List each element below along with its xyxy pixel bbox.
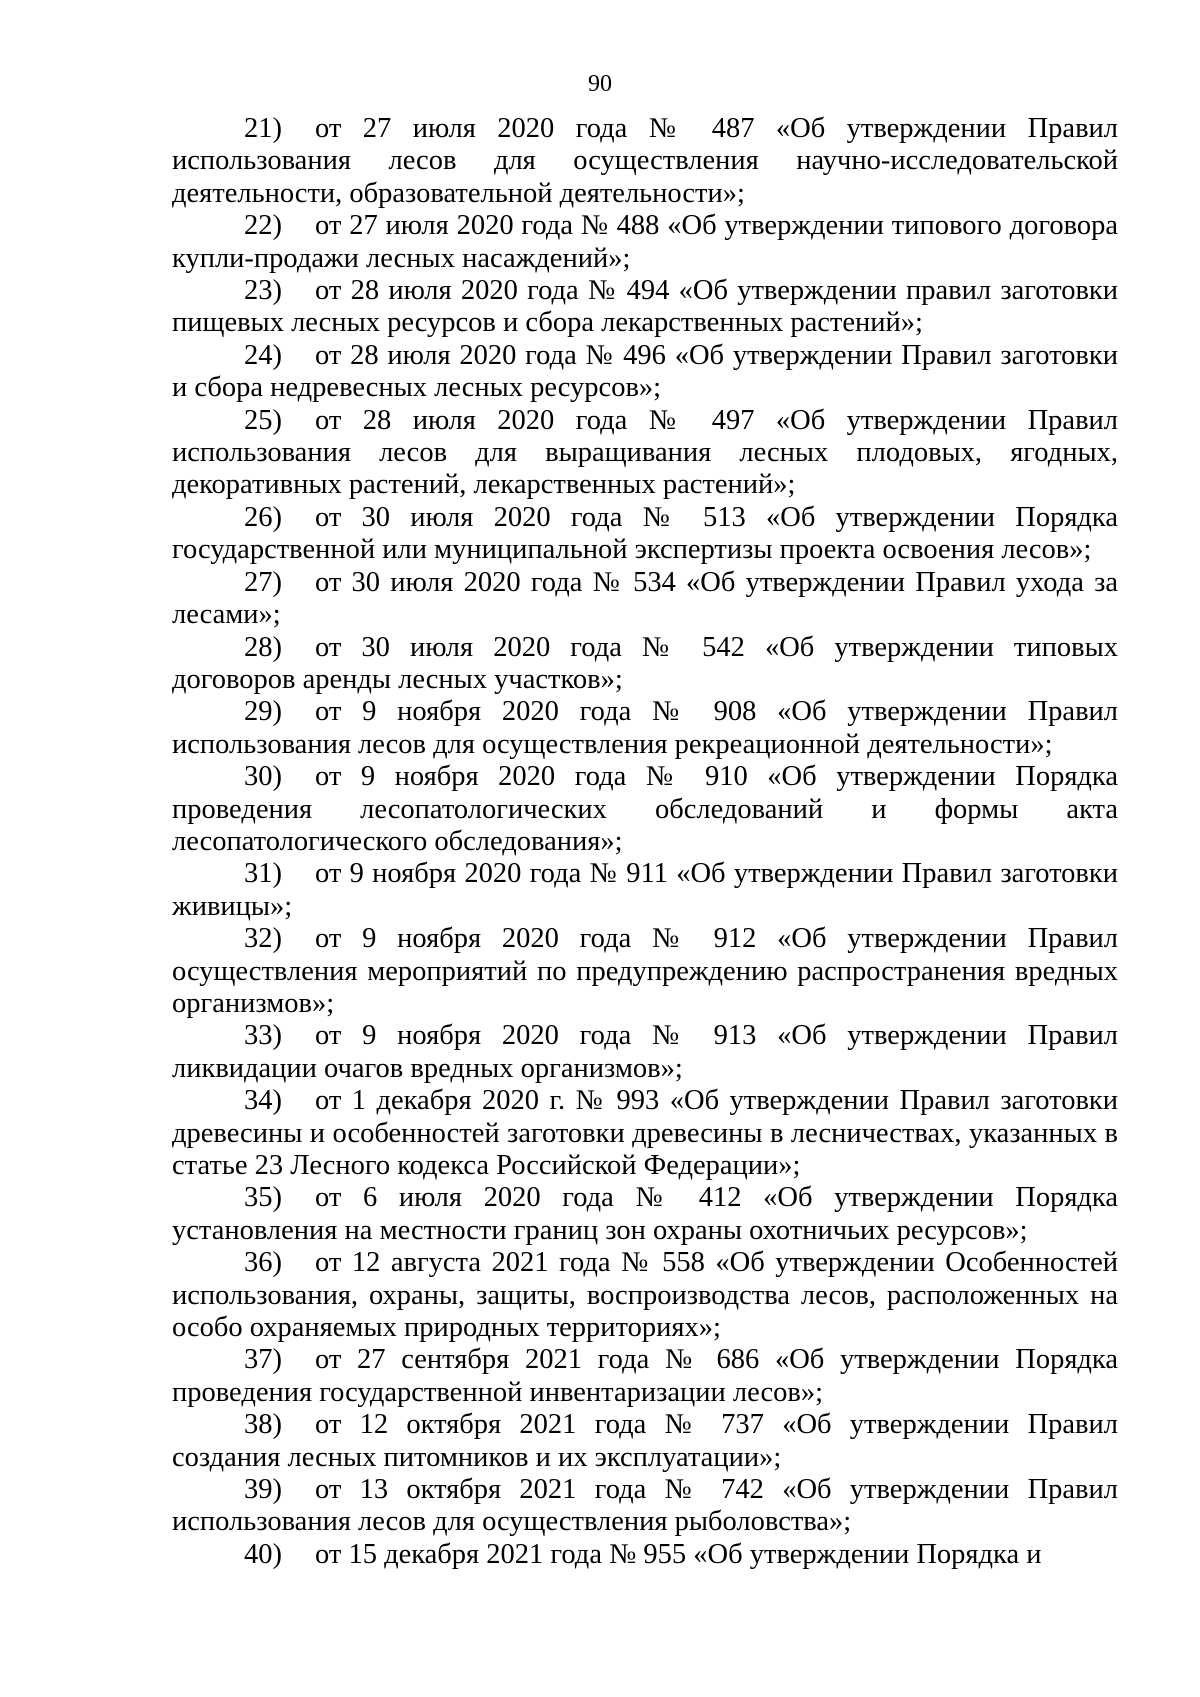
item-text: от 28 июля 2020 года № 496 «Об утверждении Правил заготовки и сбора недревесных лесных ресурсов»; — [172, 339, 1118, 404]
list-item — [172, 632, 1118, 697]
item-number: 37) — [244, 1344, 282, 1376]
item-number: 38) — [244, 1409, 282, 1441]
item-text: от 9 ноября 2020 года № 910 «Об утверждении Порядка проведения лесопатологических обследований и формы акта лесопатологического обследования»; — [172, 761, 1118, 857]
item-text: от 27 сентября 2021 года № 686 «Об утверждении Порядка проведения государственной инвентаризации лесов»; — [172, 1344, 1118, 1408]
list-item — [172, 1182, 1118, 1247]
list-item — [172, 1247, 1118, 1344]
item-text: от 28 июля 2020 года № 497 «Об утверждении Правил использования лесов для выращивания лесных плодовых, ягодных, декоративных растений, лекарственных растений»; — [172, 404, 1118, 501]
item-number: 24) — [244, 339, 282, 371]
item-text: от 28 июля 2020 года № 494 «Об утверждении правил заготовки пищевых лесных ресурсов и сбора лекарственных растений»; — [172, 275, 1118, 339]
item-number: 34) — [244, 1085, 282, 1117]
item-text: от 9 ноября 2020 года № 908 «Об утверждении Правил использования лесов для осуществления рекреационной деятельности»; — [172, 696, 1118, 760]
list-item — [172, 858, 1118, 923]
list-item — [172, 761, 1118, 858]
item-text: от 1 декабря 2020 г. № 993 «Об утверждении Правил заготовки древесины и особенностей заготовки древесины в лесничествах, указанных в статье 23 Лесного кодекса Российской Федерации»; — [172, 1085, 1118, 1181]
item-text: от 9 ноября 2020 года № 911 «Об утверждении Правил заготовки живицы»; — [172, 858, 1118, 922]
list-item — [172, 340, 1118, 405]
page-number: 90 — [588, 71, 612, 97]
item-number: 27) — [244, 566, 282, 598]
item-text: от 30 июля 2020 года № 534 «Об утверждении Правил ухода за лесами»; — [172, 566, 1118, 631]
item-number: 26) — [244, 501, 282, 533]
item-text: от 12 октября 2021 года № 737 «Об утверждении Правил создания лесных питомников и их эксплуатации»; — [172, 1409, 1118, 1473]
item-number: 25) — [244, 404, 282, 436]
item-number: 36) — [244, 1247, 282, 1279]
item-number: 32) — [244, 923, 282, 955]
list-item — [172, 275, 1118, 340]
item-text: от 27 июля 2020 года № 488 «Об утверждении типового договора купли-продажи лесных насаждений»; — [172, 210, 1118, 274]
list-item — [172, 1409, 1118, 1474]
list-item — [172, 1085, 1118, 1182]
item-number: 35) — [244, 1182, 282, 1214]
item-number: 33) — [244, 1020, 282, 1052]
list-item — [172, 923, 1118, 1020]
item-number: 29) — [244, 696, 282, 728]
item-text: от 6 июля 2020 года № 412 «Об утверждении Порядка установления на местности границ зон охраны охотничьих ресурсов»; — [172, 1182, 1118, 1246]
item-text: от 9 ноября 2020 года № 913 «Об утверждении Правил ликвидации очагов вредных организмов»; — [172, 1020, 1118, 1084]
list-item — [172, 1474, 1118, 1539]
item-number: 22) — [244, 210, 282, 242]
item-number: 23) — [244, 275, 282, 307]
list-item — [172, 113, 1118, 210]
item-number: 21) — [244, 113, 282, 144]
item-text: от 13 октября 2021 года № 742 «Об утверждении Правил использования лесов для осуществления рыболовства»; — [172, 1474, 1118, 1538]
item-number: 30) — [244, 761, 282, 793]
item-text: от 27 июля 2020 года № 487 «Об утверждении Правил использования лесов для осуществления научно-исследовательской деятельности, образовательной деятельности»; — [172, 113, 1118, 209]
item-number: 39) — [244, 1474, 282, 1506]
item-text: от 9 ноября 2020 года № 912 «Об утверждении Правил осуществления мероприятий по предупреждению распространения вредных организмов»; — [172, 923, 1118, 1019]
item-text: от 30 июля 2020 года № 542 «Об утверждении типовых договоров аренды лесных участков»; — [172, 631, 1118, 695]
item-text: от 15 декабря 2021 года № 955 «Об утверждении Порядка и — [315, 1538, 1042, 1570]
list-item — [172, 567, 1118, 632]
list-item — [172, 1539, 1118, 1571]
item-number: 40) — [244, 1538, 282, 1570]
item-number: 28) — [244, 631, 282, 663]
item-number: 31) — [244, 858, 282, 890]
list-item — [172, 1344, 1118, 1409]
list-item — [172, 1020, 1118, 1085]
list-item — [172, 210, 1118, 275]
document-body — [172, 113, 1118, 1571]
list-item — [172, 502, 1118, 567]
item-text: от 30 июля 2020 года № 513 «Об утверждении Порядка государственной или муниципальной экспертизы проекта освоения лесов»; — [172, 501, 1118, 566]
list-item — [172, 405, 1118, 502]
list-item — [172, 696, 1118, 761]
item-text: от 12 августа 2021 года № 558 «Об утверждении Особенностей использования, охраны, защиты, воспроизводства лесов, расположенных на особо охраняемых природных территориях»; — [172, 1247, 1118, 1344]
